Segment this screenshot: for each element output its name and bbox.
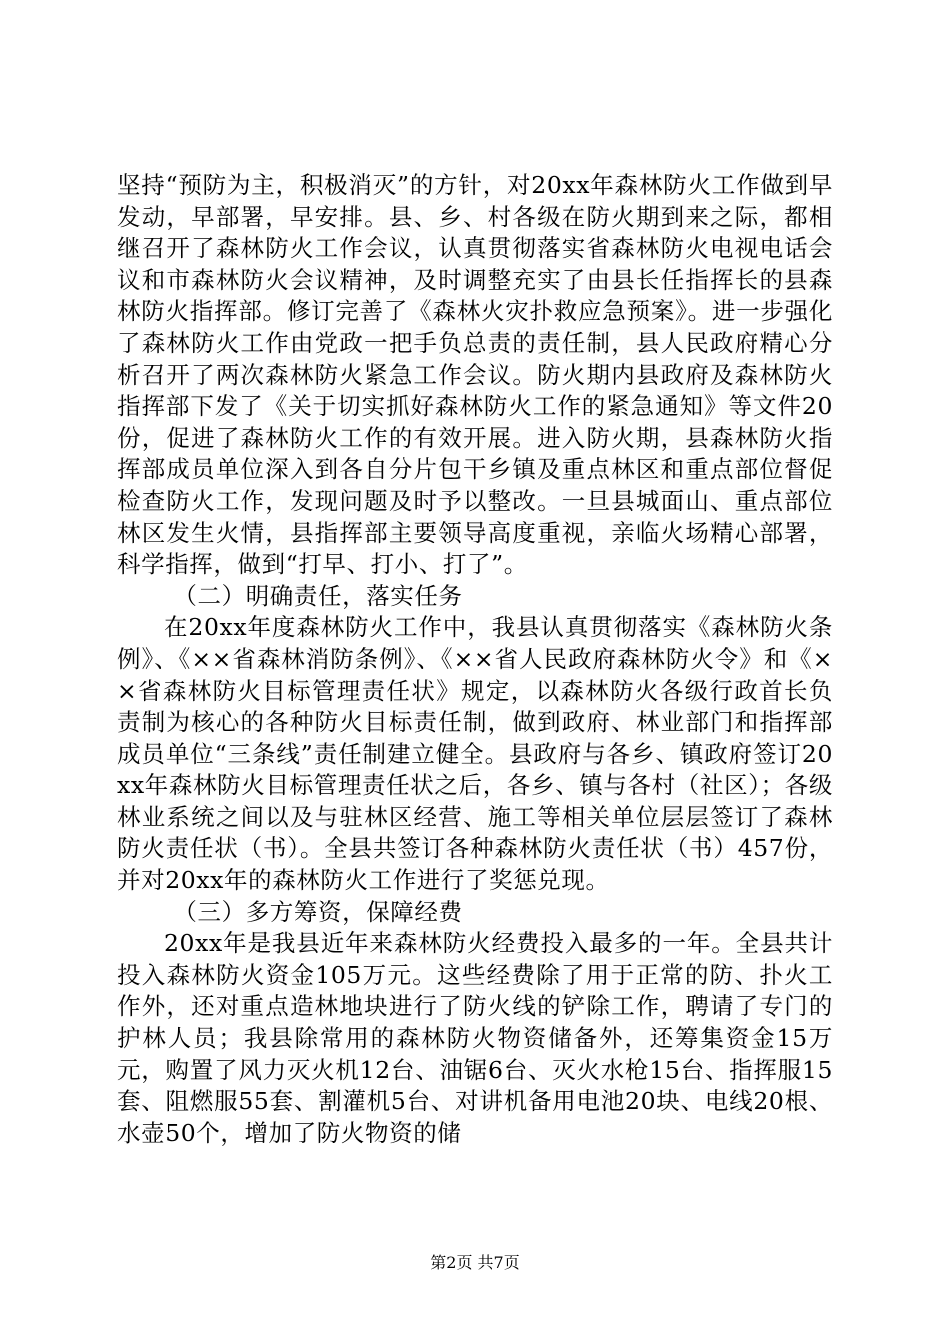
paragraph-3: 20xx年是我县近年来森林防火经费投入最多的一年。全县共计投入森林防火资金105万元。这些经费除了用于正常的防、扑火工作外，还对重点造林地块进行了防火线的铲除工作，聘请了专门的护林人员；我县除常用的森林防火物资储备外，还筹集资金15万元，购置了风力灭火机12台、油锯6台、灭火水枪15台、指挥服15套、阻燃服55套、割灌机5台、对讲机备用电池20块、电线20根、水壶50个，增加了防火物资的储 [117, 929, 833, 1147]
page-number-footer: 第2页 共7页 [430, 1253, 520, 1272]
document-body [117, 170, 833, 1149]
section-heading-3: （三）多方筹资，保障经费 [173, 897, 463, 926]
paragraph-1: 坚持“预防为主，积极消灭”的方针，对20xx年森林防火工作做到早发动，早部署，早安排。县、乡、村各级在防火期到来之际，都相继召开了森林防火工作会议，认真贯彻落实省森林防火电视电话会议和市森林防火会议精神，及时调整充实了由县长任指挥长的县森林防火指挥部。修订完善了《森林火灾扑救应急预案》。进一步强化了森林防火工作由党政一把手负总责的责任制，县人民政府精心分析召开了两次森林防火紧急工作会议。防火期内县政府及森林防火指挥部下发了《关于切实抓好森林防火工作的紧急通知》等文件20份，促进了森林防火工作的有效开展。进入防火期，县森林防火指挥部成员单位深入到各自分片包干乡镇及重点林区和重点部位督促检查防火工作，发现问题及时予以整改。一旦县城面山、重点部位林区发生火情，县指挥部主要领导高度重视，亲临火场精心部署，科学指挥，做到“打早、打小、打了”。 [117, 171, 833, 579]
paragraph-2: 在20xx年度森林防火工作中，我县认真贯彻落实《森林防火条例》、《××省森林消防条例》、《××省人民政府森林防火令》和《××省森林防火目标管理责任状》规定，以森林防火各级行政首长负责制为核心的各种防火目标责任制，做到政府、林业部门和指挥部成员单位“三条线”责任制建立健全。县政府与各乡、镇政府签订20xx年森林防火目标管理责任状之后，各乡、镇与各村（社区）；各级林业系统之间以及与驻林区经营、施工等相关单位层层签订了森林防火责任状（书）。全县共签订各种森林防火责任状（书）457份，并对20xx年的森林防火工作进行了奖惩兑现。 [117, 613, 833, 895]
section-heading-2: （二）明确责任，落实任务 [173, 581, 463, 610]
